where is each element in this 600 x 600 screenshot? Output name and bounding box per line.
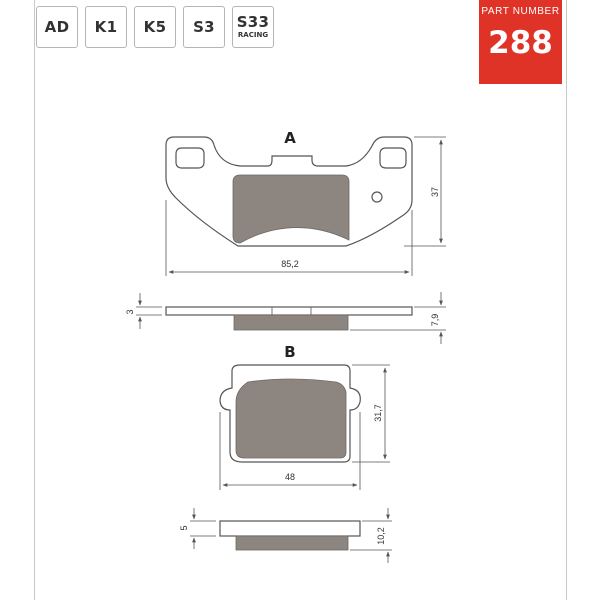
pad-a-front-view bbox=[166, 129, 446, 276]
pad-b-width-value: 48 bbox=[284, 472, 296, 482]
pad-a-side-plate bbox=[166, 307, 412, 315]
pad-a-pin-hole bbox=[372, 192, 382, 202]
pad-a-label: A bbox=[284, 129, 296, 147]
pad-b-side-friction bbox=[236, 536, 348, 550]
pad-b-side-plate bbox=[220, 521, 360, 536]
compound-code: S33 bbox=[236, 13, 270, 31]
pad-a-total-thickness-value: 7,9 bbox=[430, 313, 440, 327]
pad-b-label: B bbox=[284, 343, 296, 361]
compound-code: K5 bbox=[143, 17, 167, 36]
part-number-label: PART NUMBER bbox=[481, 6, 560, 17]
pad-a-left-hole bbox=[176, 148, 204, 168]
pad-b-height-value: 31,7 bbox=[373, 404, 383, 422]
pad-a-right-hole bbox=[380, 148, 406, 168]
pad-a-height-value: 37 bbox=[430, 186, 440, 198]
pad-b-plate-thickness-value: 5 bbox=[179, 525, 189, 531]
pad-b-total-thickness-value: 10,2 bbox=[376, 527, 386, 545]
compound-code: AD bbox=[44, 17, 70, 36]
compound-code: S3 bbox=[193, 17, 215, 36]
pad-a-side-view bbox=[125, 292, 446, 344]
compound-code: K1 bbox=[94, 17, 118, 36]
compound-sub-label: RACING bbox=[237, 31, 269, 39]
part-number-value: 288 bbox=[488, 25, 553, 61]
pad-b-side-view bbox=[179, 508, 392, 563]
pad-a-width-value: 85,2 bbox=[281, 259, 299, 269]
pad-a-plate-thickness-value: 3 bbox=[125, 309, 135, 315]
pad-b-friction-material bbox=[236, 379, 346, 458]
pad-a-side-friction bbox=[234, 315, 348, 330]
pad-b-front-view bbox=[220, 343, 390, 490]
